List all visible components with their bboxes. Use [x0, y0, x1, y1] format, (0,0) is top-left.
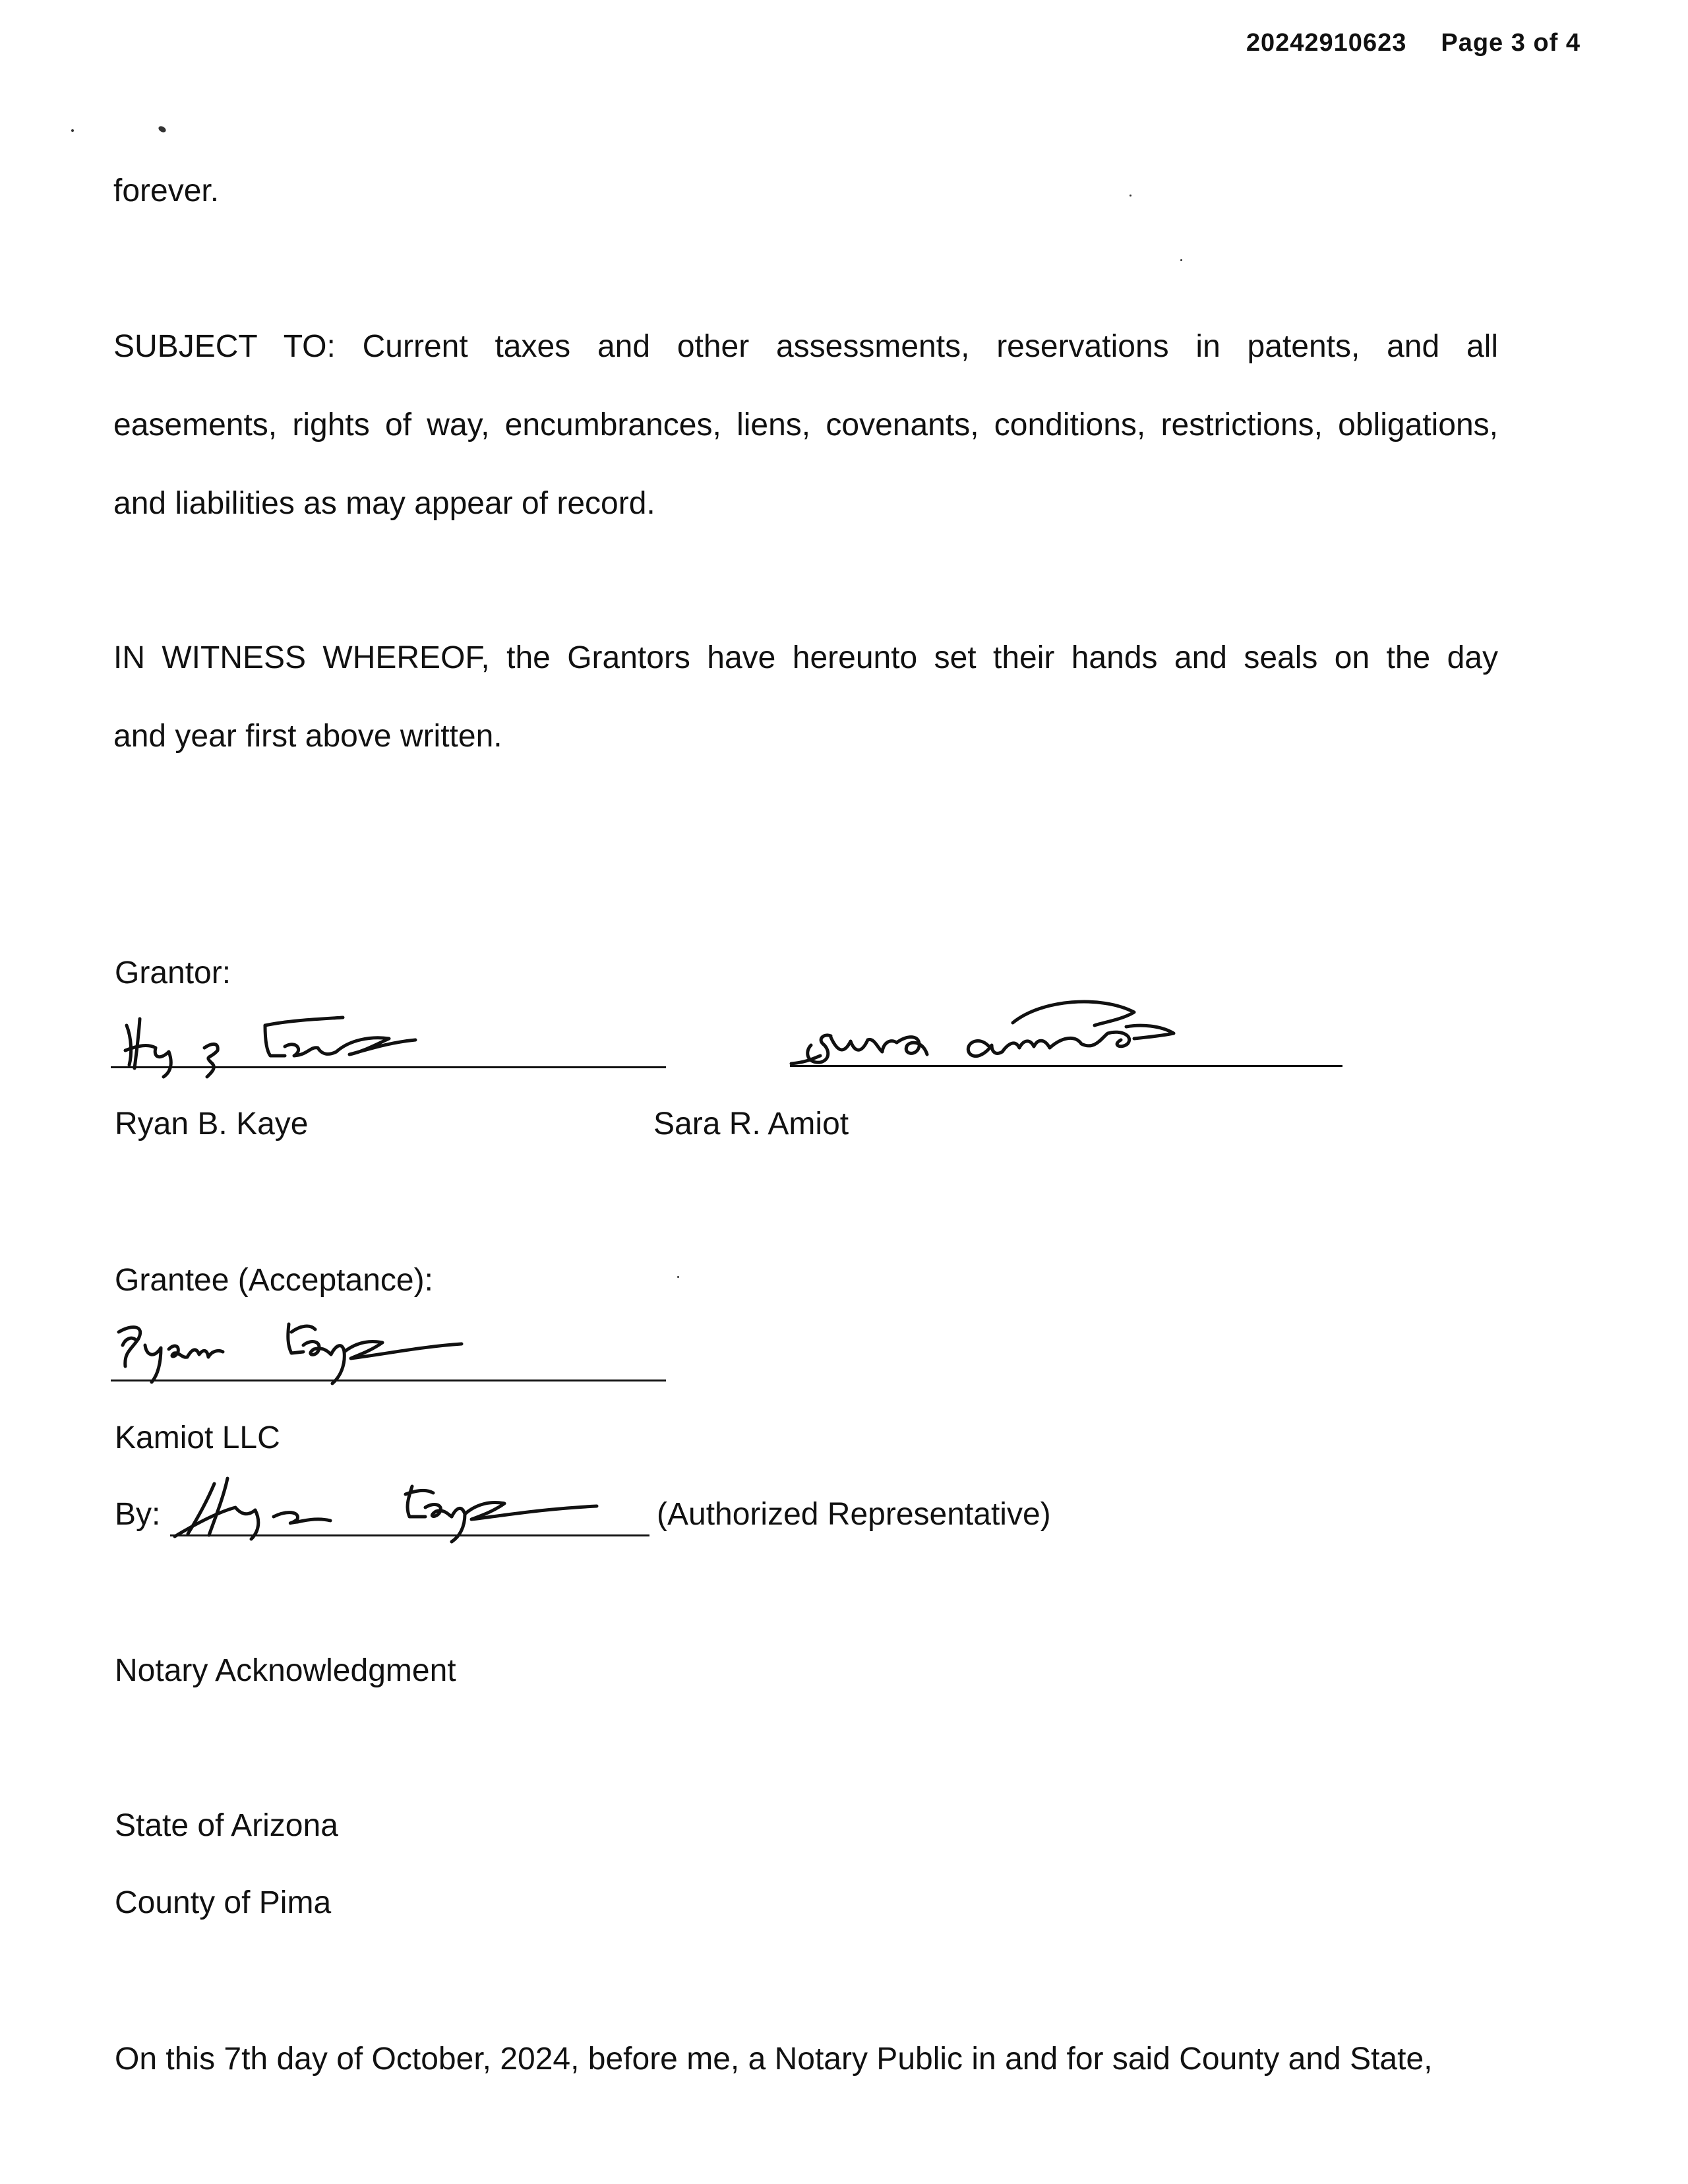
grantor-signer-1-name: Ryan B. Kaye [115, 1107, 309, 1141]
authorized-representative-signature-line [170, 1534, 649, 1536]
grantee-entity-name: Kamiot LLC [115, 1420, 280, 1455]
scan-speck [71, 129, 74, 132]
page-indicator: Page 3 of 4 [1441, 29, 1581, 57]
authorized-representative-signature [175, 1471, 649, 1543]
scan-speck [677, 1276, 679, 1278]
witness-paragraph [113, 619, 1498, 775]
scan-speck [158, 125, 167, 134]
document-number: 20242910623 [1246, 29, 1407, 57]
scan-speck [1180, 259, 1182, 261]
grantee-signature-line [111, 1380, 666, 1381]
grantee-label: Grantee (Acceptance): [115, 1263, 433, 1298]
grantor-signature-sara [791, 986, 1213, 1072]
subject-to-line: and liabilities as may appear of record. [113, 486, 655, 521]
grantee-signature [106, 1306, 528, 1385]
grantor-signer-2-name: Sara R. Amiot [653, 1107, 849, 1141]
subject-to-line: SUBJECT TO: Current taxes and other assessments, reservations in patents, and all [113, 329, 1498, 364]
witness-line: IN WITNESS WHEREOF, the Grantors have hereunto set their hands and seals on the day [113, 640, 1498, 675]
subject-to-line: easements, rights of way, encumbrances, liens, covenants, conditions, restrictions, obligations, [113, 408, 1498, 442]
grantor-signature-line-1 [111, 1066, 666, 1068]
witness-line: and year first above written. [113, 719, 502, 754]
notary-opening-line: On this 7th day of October, 2024, before me, a Notary Public in and for said County and State, [115, 2042, 1433, 2077]
grantor-label: Grantor: [115, 956, 231, 990]
authorized-representative-role: (Authorized Representative) [657, 1497, 1051, 1532]
subject-to-paragraph [113, 307, 1498, 543]
grantor-signature-line-2 [790, 1065, 1342, 1067]
continuation-text: forever. [113, 173, 220, 208]
notary-heading: Notary Acknowledgment [115, 1653, 456, 1688]
scan-speck [1130, 195, 1131, 197]
by-label: By: [115, 1497, 161, 1532]
notary-state: State of Arizona [115, 1808, 338, 1843]
notary-county: County of Pima [115, 1885, 332, 1920]
recording-header [1246, 29, 1581, 57]
